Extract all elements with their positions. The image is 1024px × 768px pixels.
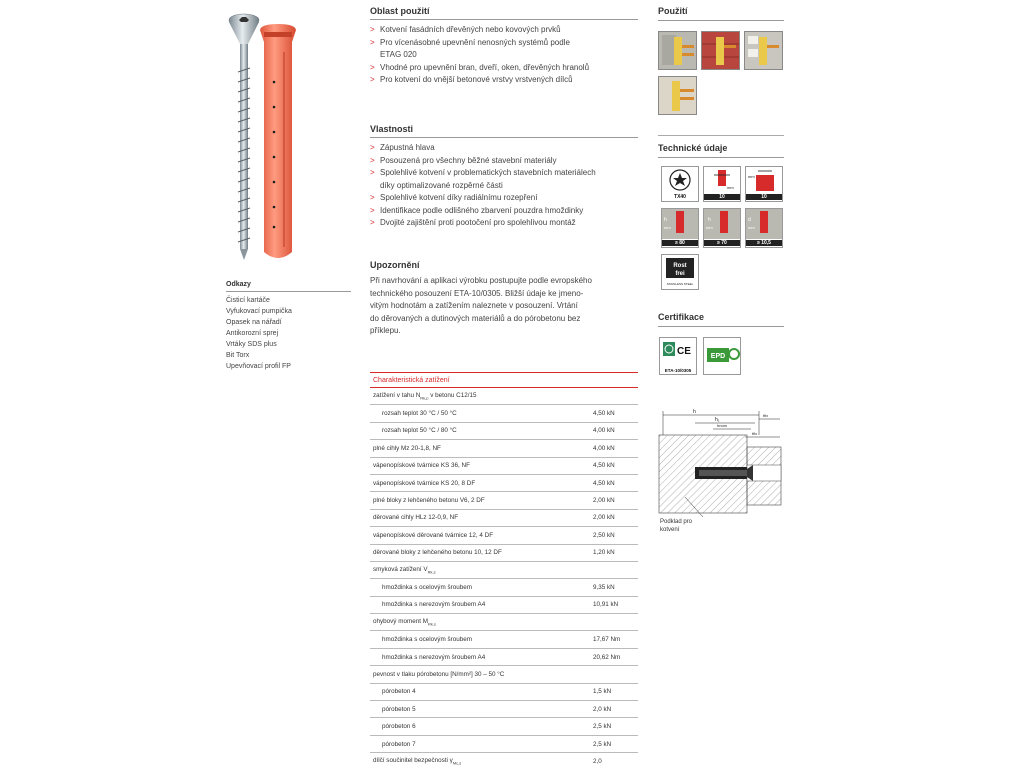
svg-text:mm: mm [748,225,755,230]
table-row-value: 4,50 kN [593,410,615,418]
table-row [370,492,638,509]
drill-diameter-icon: mm 10 [703,166,741,202]
svg-text:h₁: h₁ [715,417,720,423]
table-row-label: vápenopískové tvárnice KS 20, 8 DF [373,479,476,487]
table-row-label: zatížení v tahu $N_{Rk,p}$ v betonu C12/15 [373,392,477,401]
svg-text:mm: mm [706,225,713,230]
table-row-label: hmoždinka s nerezovým šroubem A4 [382,653,486,661]
table-row-value: 2,0 [593,757,602,765]
table-row [370,736,638,753]
svg-text:Rost: Rost [673,263,687,269]
notice-line: příklepu. [370,326,401,335]
links-title: Odkazy [226,281,351,292]
table-row-label: vápenopískové tvárnice KS 36, NF [373,462,470,470]
table-row-label: vápenopískové děrované tvárnice 12, 4 DF [373,531,494,539]
notice-line: do děrovaných a dutinových materiálů a do pórobetonu bez [370,313,581,323]
list-item: > Pro kotvení do vnější betonové vrstvy vrstvených dílců [370,74,638,87]
table-row-value: 1,5 kN [593,688,612,696]
list-item: > Dvojité zajištění proti pootočení pro spolehlivou montáž [370,217,638,230]
table-row-value: 2,5 kN [593,723,612,731]
table-row-value: 2,00 kN [593,497,615,505]
list-item: > Identifikace podle odlišného zbarvení pouzdra hmoždinky [370,205,638,218]
link-item[interactable]: Vyfukovací pumpička [226,308,292,315]
diagram-dimension-labels [693,409,768,436]
table-row-label: pórobeton 6 [382,723,416,731]
svg-text:h: h [664,217,667,223]
table-row-label: děrované bloky z lehčeného betonu 10, 12 DF [373,549,502,557]
svg-text:h: h [708,217,711,223]
table-row [370,388,638,405]
list-item: > Kotvení fasádních dřevěných nebo kovových prvků [370,24,638,37]
installation-diagram [655,405,785,540]
substrate-aerated-concrete-icon [659,77,697,115]
table-title: Charakteristická zatížení [370,372,638,388]
table-row-label: pevnost v tlaku pórobetonu [N/mm²] 30 – 50 °C [373,670,505,678]
table-row-value: 4,50 kN [593,462,615,470]
svg-text:kotvení: kotvení [660,527,680,533]
svg-text:hnom: hnom [717,423,728,428]
drill-depth-icon: h mm ≥ 70 [703,208,741,248]
usage-images [658,31,784,115]
diagram-caption [660,519,693,533]
table-row-label: hmoždinka s nerezovým šroubem A4 [382,601,486,609]
usage-section [658,6,784,21]
link-item[interactable]: Opasek na nářadí [226,319,282,326]
table-row-value: 2,5 kN [593,740,612,748]
table-row-label: hmoždinka s ocelovým šroubem [382,636,472,644]
properties-section [370,124,638,230]
table-row-value: 4,00 kN [593,427,615,435]
svg-text:h: h [693,409,696,415]
list-item: > Spolehlivé kotvení v problematických stavebních materiálech díky optimalizované rozpěrné části [370,167,638,192]
table-row [370,562,638,579]
table-row-value: 2,50 kN [593,531,615,539]
table-row [370,440,638,457]
head-diameter-icon: mm 10 [745,166,783,202]
screw-shape [229,14,259,260]
table-row [370,701,638,718]
table-row [370,423,638,440]
substrate-concrete-icon [659,32,697,70]
svg-text:mm: mm [664,225,671,230]
table-row [370,597,638,614]
section-title: Použití [658,6,784,21]
svg-text:tfix: tfix [752,431,758,436]
svg-text:tfix: tfix [763,413,769,418]
table-row [370,684,638,701]
link-item[interactable]: Antikorozní sprej [226,330,279,337]
substrate-brick-icon [702,32,740,70]
notice-line: technického posouzení ETA-10/0305. Bližší údaje ke jmeno- [370,288,584,298]
application-area-section [370,6,638,87]
table-row-value: 9,35 kN [593,583,615,591]
table-row-value: 2,00 kN [593,514,615,522]
svg-text:mm: mm [748,174,755,179]
svg-text:frei: frei [675,271,685,277]
clearance-hole-icon: d mm ≥ 10,5 [745,208,783,248]
table-row-label: děrované cihly HLz 12-0,9, NF [373,514,459,522]
table-row [370,649,638,666]
torx-icon: TX40 [661,166,699,202]
link-item[interactable]: Bit Torx [226,352,250,359]
table-row [370,510,638,527]
table-row-label: pórobeton 5 [382,705,416,713]
epd-icon [703,337,741,375]
link-item[interactable]: Čisticí kartáče [226,297,270,304]
svg-text:EPD: EPD [710,353,726,360]
anchorage-depth-icon: h mm ≥ 80 [661,208,699,248]
svg-text:Podklad pro: Podklad pro [660,519,693,525]
svg-text:CE: CE [677,346,691,357]
table-row-label: dílčí součinitel bezpečnosti $\gamma_{Mc,s}$ [373,757,462,766]
product-image [222,12,302,262]
section-title: Certifikace [658,312,784,327]
notice-line: vitým hodnotám a zatížením naleznete v posouzení. Vrtání [370,301,578,310]
table-row [370,475,638,492]
table-row-value: 20,62 Nm [593,653,621,661]
notice-line: Při navrhování a aplikaci výrobku postupujte podle evropského [370,276,592,285]
svg-text:d: d [748,217,751,223]
table-row [370,527,638,544]
table-row-value: 4,00 kN [593,444,615,452]
table-row [370,579,638,596]
table-row-label: ohybový moment $M_{Rk,s}$ [373,618,436,627]
list-item: > Posouzená pro všechny běžné stavební materiály [370,155,638,168]
table-row [370,753,638,768]
table-row-label: pórobeton 7 [382,740,416,748]
table-row [370,666,638,683]
list-item: > Vhodné pro upevnění bran, dveří, oken, dřevěných hranolů [370,62,638,75]
divider [658,135,784,136]
svg-text:mm: mm [727,185,734,190]
load-table [370,372,638,768]
table-row-value: 1,20 kN [593,549,615,557]
table-row [370,718,638,735]
table-row-label: rozsah teplot 50 °C / 80 °C [382,427,457,435]
table-row [370,458,638,475]
table-row-label: pórobeton 4 [382,688,416,696]
certification-section [658,312,784,327]
table-row-value: 10,91 kN [593,601,619,609]
svg-text:STAINLESS STEEL: STAINLESS STEEL [666,282,694,286]
table-row-value: 2,0 kN [593,705,612,713]
table-row [370,405,638,422]
links-section [226,281,351,372]
table-row-label: hmoždinka s ocelovým šroubem [382,583,472,591]
section-title: Vlastnosti [370,124,638,138]
table-row [370,614,638,631]
technical-data-section [658,143,784,158]
table-row-label: plné cihly Mz 20-1,8, NF [373,444,441,452]
table-row-value: 4,50 kN [593,479,615,487]
section-title: Upozornění [370,260,420,270]
substrate-hollow-brick-icon [745,32,783,70]
list-item: > Zápustná hlava [370,142,638,155]
table-row [370,631,638,648]
list-item: > Spolehlivé kotvení díky radiálnímu rozepření [370,192,638,205]
stainless-steel-icon [661,254,699,290]
notice-section [370,260,638,338]
anchor-sleeve-shape [260,24,296,258]
list-item: > Pro vícenásobné upevnění nenosných systémů podle ETAG 020 [370,37,638,62]
table-row-label: smyková zatížení $V_{Rk,s}$ [373,565,436,575]
table-row-value: 17,67 Nm [593,636,621,644]
section-title: Technické údaje [658,143,784,158]
link-item[interactable]: Vrtáky SDS plus [226,341,277,348]
link-item[interactable]: Upevňovací profil FP [226,363,291,370]
table-row [370,545,638,562]
table-row-label: plné bloky z lehčeného betonu V6, 2 DF [373,497,485,505]
eta-ce-icon: CE ETA-10/0305 [659,337,697,375]
section-title: Oblast použití [370,6,638,20]
table-row-label: rozsah teplot 30 °C / 50 °C [382,410,457,418]
